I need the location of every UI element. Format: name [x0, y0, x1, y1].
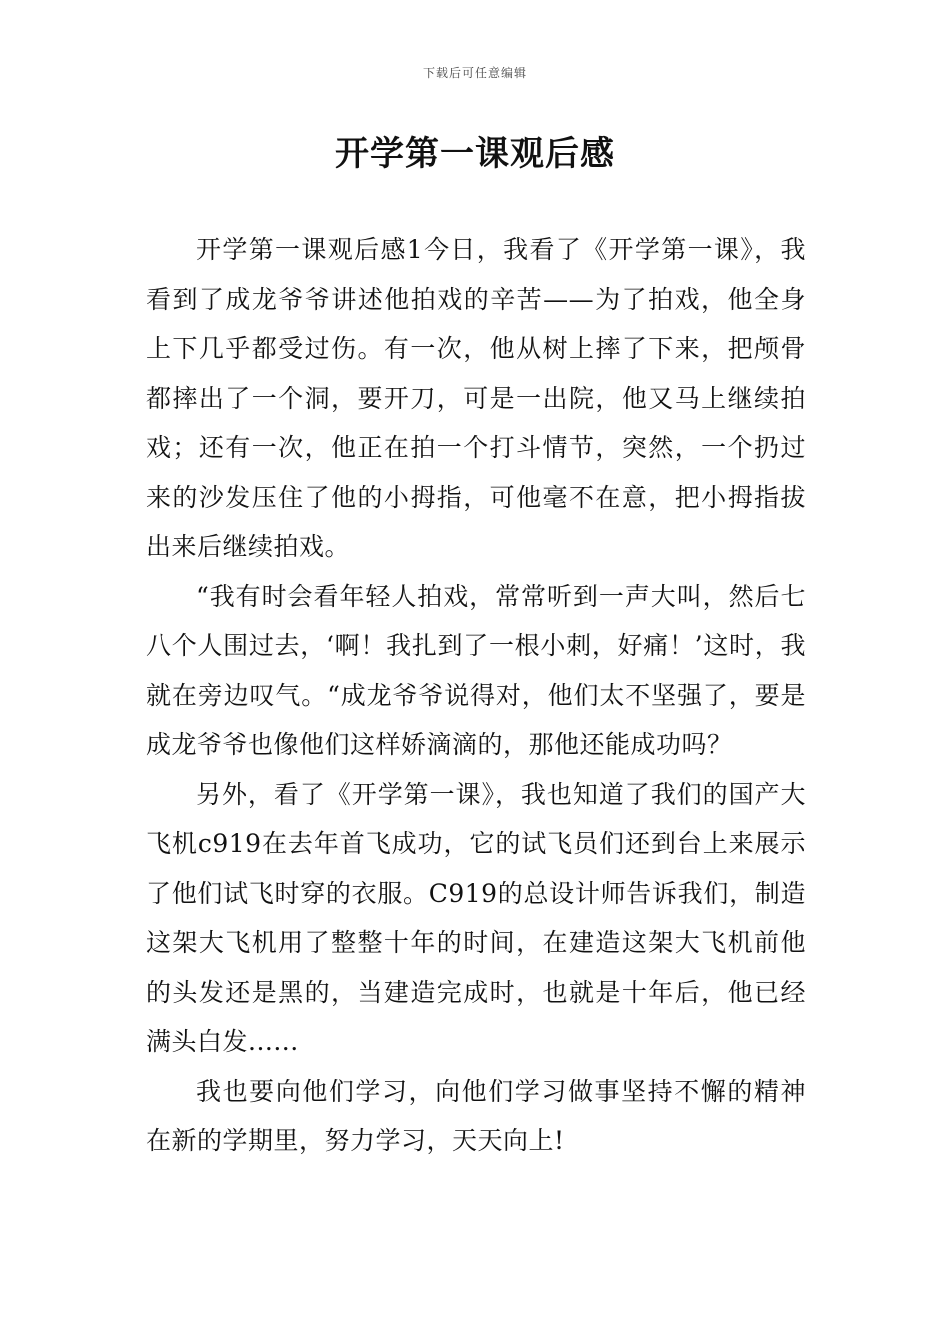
document-title: 开学第一课观后感 [335, 134, 615, 174]
paragraph-4: 我也要向他们学习，向他们学习做事坚持不懈的精神在新的学期里，努力学习，天天向上! [146, 1076, 806, 1155]
paragraph-3: 另外，看了《开学第一课》，我也知道了我们的国产大飞机c919在去年首飞成功，它的试飞员们还到台上来展示了他们试飞时穿的衣服。C919的总设计师告诉我们，制造这架大飞机用了整整十年的时间，在建造这架大飞机前他的头发还是黑的，当建造完成时，也就是十年后，他已经满头白发...... [146, 779, 806, 1056]
paragraph-2: “我有时会看年轻人拍戏，常常听到一声大叫，然后七八个人围过去，‘啊！我扎到了一根小刺，好痛！’这时，我就在旁边叹气。“成龙爷爷说得对，他们太不坚强了，要是成龙爷爷也像他们这样娇滴滴的，那他还能成功吗？ [146, 581, 806, 759]
document-body [146, 225, 806, 1166]
paragraph-1: 开学第一课观后感1今日，我看了《开学第一课》，我看到了成龙爷爷讲述他拍戏的辛苦——为了拍戏，他全身上下几乎都受过伤。有一次，他从树上摔了下来，把颅骨都摔出了一个洞，要开刀，可是一出院，他又马上继续拍戏；还有一次，他正在拍一个打斗情节，突然，一个扔过来的沙发压住了他的小拇指，可他毫不在意，把小拇指拔出来后继续拍戏。 [146, 235, 806, 561]
page-header-note: 下载后可任意编辑 [422, 66, 527, 80]
